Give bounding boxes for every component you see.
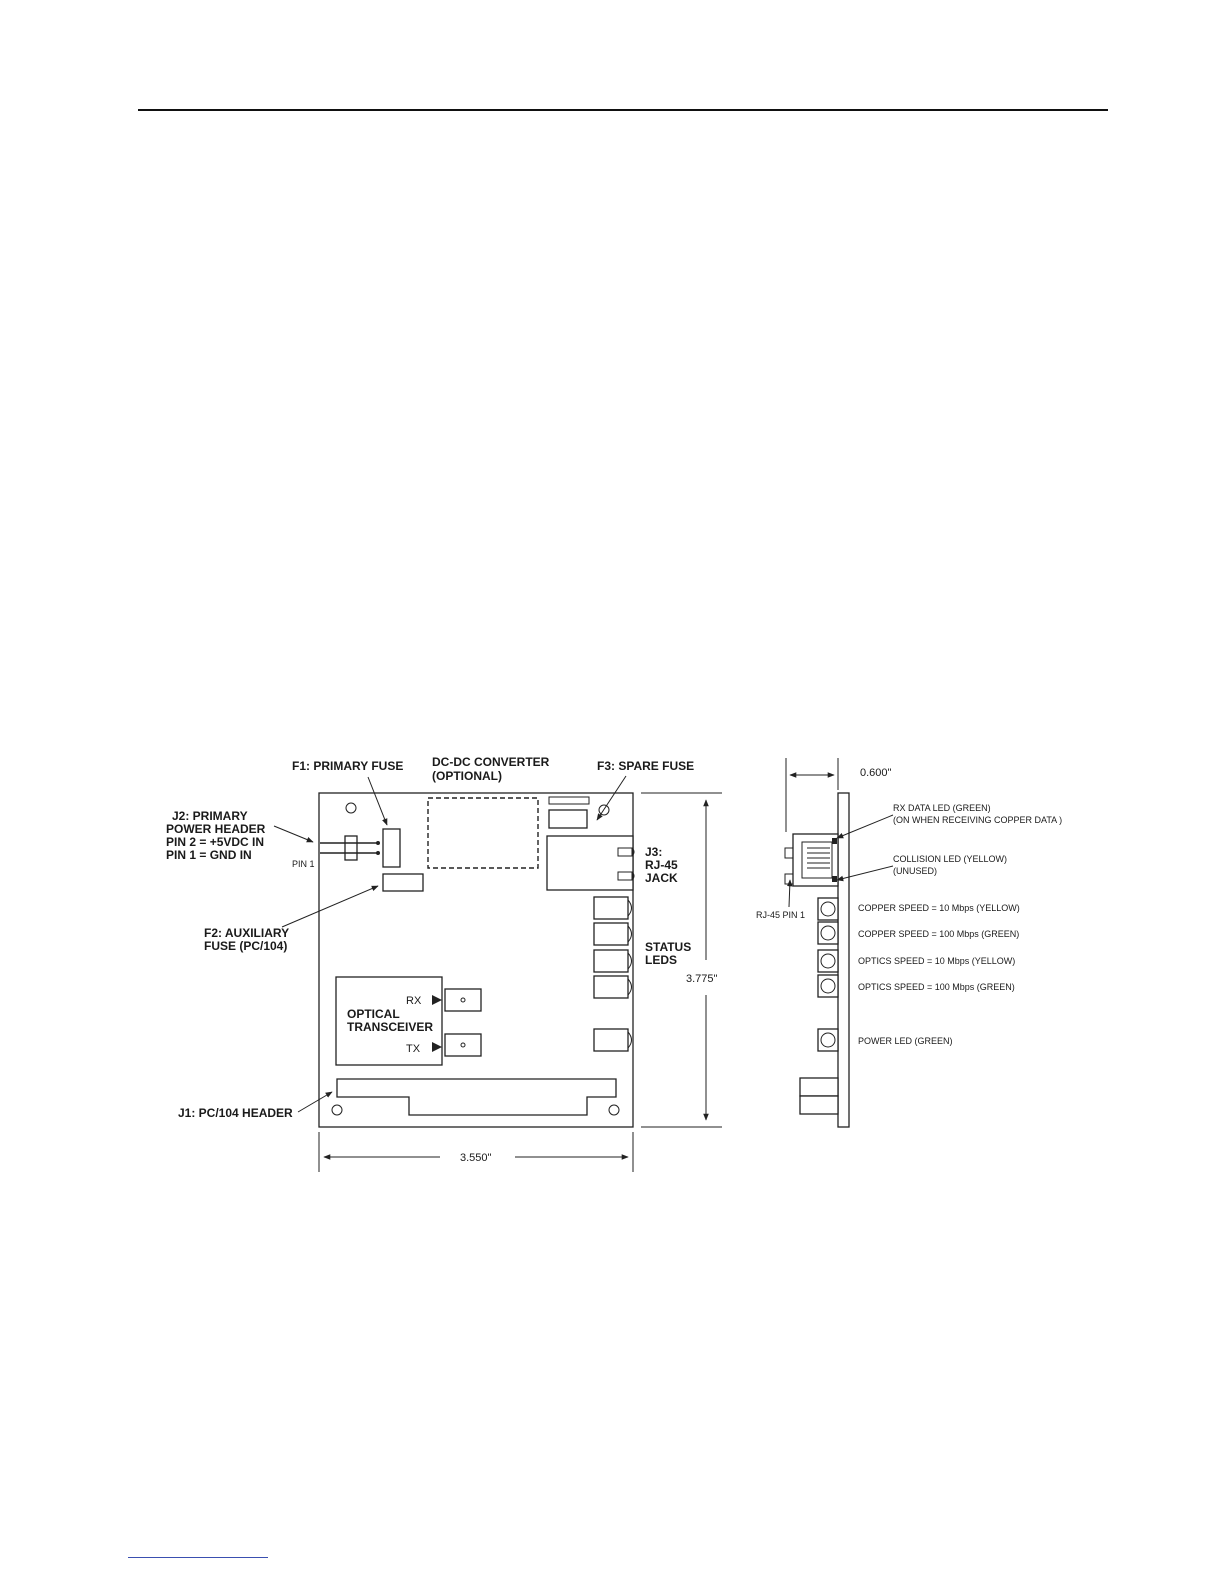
j2-leader [274,826,313,842]
collision-led-label-2: (UNUSED) [893,866,937,876]
side-leds [818,898,838,1051]
rj45-jack [547,836,634,890]
f1-label: F1: PRIMARY FUSE [292,759,404,773]
pin1-label: PIN 1 [292,859,315,869]
status-leds-label-1: STATUS [645,940,692,954]
f3-fuse [549,810,587,828]
side-view [756,758,1062,1127]
top-view [166,755,722,1172]
j2-label-3: PIN 2 = +5VDC IN [166,835,265,849]
dcdc-label-1: DC-DC CONVERTER [432,755,550,769]
depth-dimension [786,758,838,832]
status-leds-label-2: LEDS [645,953,678,967]
f2-label-1: F2: AUXILIARY [204,926,290,940]
j3-label-1: J3: [645,845,663,859]
led-optics-100 [818,975,838,997]
led-copper-10 [818,898,838,920]
f2-label-2: FUSE (PC/104) [204,939,288,953]
j3-label-2: RJ-45 [645,858,678,872]
depth-dimension-label: 0.600" [860,767,892,779]
status-led [594,923,632,945]
led-optics-10 [818,950,838,972]
status-led [594,950,632,972]
led-power [818,1029,838,1051]
optical-label-1: OPTICAL [347,1007,400,1021]
status-led [594,897,632,919]
dcdc-label-2: (OPTIONAL) [432,769,502,783]
collision-led-label-1: COLLISION LED (YELLOW) [893,854,1008,864]
rx-port [445,989,481,1011]
pc104-connector-side [800,1078,838,1114]
rj45-side [785,834,838,886]
rx-led-label-1: RX DATA LED (GREEN) [893,803,991,813]
f1-fuse [383,829,400,867]
j2-label-2: POWER HEADER [166,822,266,836]
rx-label: RX [406,995,422,1007]
led-optics10-label: OPTICS SPEED = 10 Mbps (YELLOW) [858,956,1016,966]
rx-led-label-2: (ON WHEN RECEIVING COPPER DATA ) [893,815,1063,825]
j2-label-4: PIN 1 = GND IN [166,848,252,862]
status-led [594,976,632,998]
j2-label-1: J2: PRIMARY [172,809,248,823]
led-copper100-label: COPPER SPEED = 100 Mbps (GREEN) [858,929,1020,939]
f3-label: F3: SPARE FUSE [597,759,695,773]
tx-label: TX [406,1043,421,1055]
tx-port [445,1034,481,1056]
f2-fuse [383,874,423,891]
rj45-pin1-label: RJ-45 PIN 1 [756,910,806,920]
board-edge [838,793,849,1127]
led-power-label: POWER LED (GREEN) [858,1036,953,1046]
led-copper-100 [818,922,838,944]
led-copper10-label: COPPER SPEED = 10 Mbps (YELLOW) [858,903,1020,913]
status-led [594,1029,632,1051]
optical-label-2: TRANSCEIVER [347,1020,434,1034]
led-optics100-label: OPTICS SPEED = 100 Mbps (GREEN) [858,982,1015,992]
width-dimension-label: 3.550" [460,1152,492,1164]
j3-label-3: JACK [645,871,678,885]
height-dimension-label: 3.775" [686,973,718,985]
j1-label: J1: PC/104 HEADER [178,1106,293,1120]
